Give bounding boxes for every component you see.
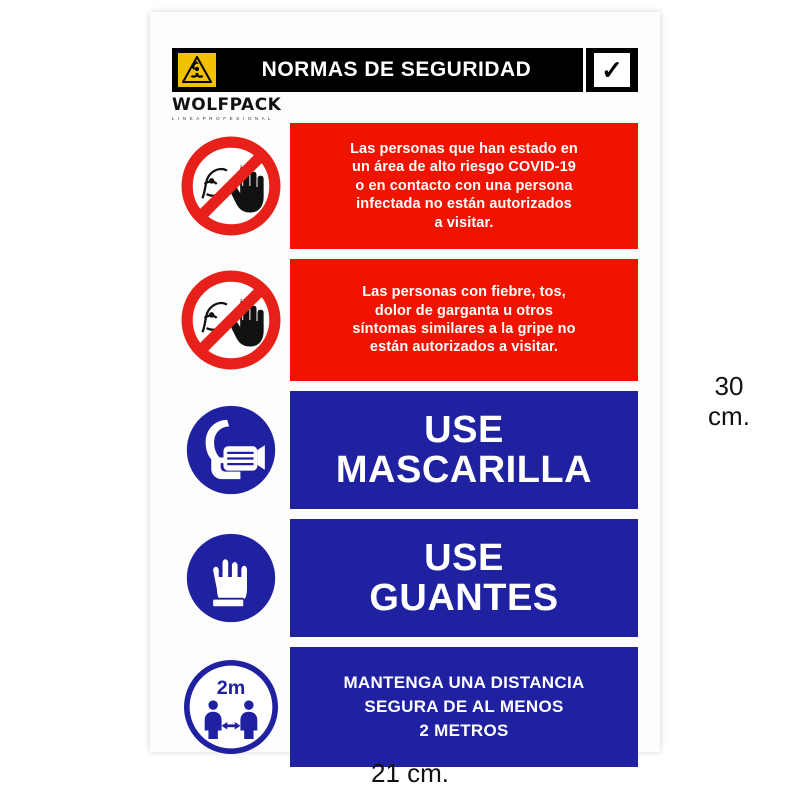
rule-line: GUANTES — [369, 577, 559, 619]
check-icon: ✓ — [592, 51, 632, 89]
safety-poster — [150, 12, 660, 752]
height-dimension-label — [684, 372, 774, 432]
rule-line: USE — [424, 408, 504, 451]
header-check-area — [586, 48, 638, 92]
height-unit: cm. — [708, 400, 750, 431]
rule-line: 2 METROS — [419, 721, 509, 741]
social-distance-2m-icon — [172, 660, 290, 754]
rule-row — [172, 647, 638, 767]
rule-line: MASCARILLA — [335, 449, 593, 491]
biohazard-icon — [178, 53, 216, 87]
height-value: 30 — [714, 371, 744, 401]
rule-line: infectada no están autorizados — [356, 196, 572, 213]
rule-row — [172, 391, 638, 509]
rule-row — [172, 259, 638, 381]
brand-name: WOLFPACK — [172, 95, 282, 115]
rule-row — [172, 123, 638, 249]
rule-line: USE — [424, 536, 504, 579]
gloves-mandatory-icon — [172, 531, 290, 625]
brand-block — [172, 95, 638, 119]
face-mask-mandatory-icon — [172, 403, 290, 497]
rule-line: a visitar. — [434, 214, 494, 231]
rule-line: un área de alto riesgo COVID-19 — [352, 159, 576, 176]
header-title-bar — [172, 48, 583, 92]
rule-line: SEGURA DE AL MENOS — [364, 696, 564, 716]
rule-text-blue-mask — [290, 391, 638, 509]
rule-text-blue-gloves — [290, 519, 638, 637]
rule-text-blue-distance — [290, 647, 638, 767]
rule-line: MANTENGA UNA DISTANCIA — [343, 672, 585, 692]
width-dimension-label: 21 cm. — [370, 758, 450, 788]
no-contact-prohibition-icon — [172, 135, 290, 237]
rule-text-red-1 — [290, 123, 638, 249]
rule-text-red-2 — [290, 259, 638, 381]
rule-line: Las personas que han estado en — [350, 140, 578, 157]
brand-tagline: L I N E A P R O F E S I O N A L — [172, 116, 272, 121]
rule-line: Las personas con fiebre, tos, — [362, 284, 566, 301]
header-title: NORMAS DE SEGURIDAD — [261, 58, 532, 81]
poster-content — [172, 48, 638, 741]
rule-line: o en contacto con una persona — [355, 177, 573, 194]
no-contact-prohibition-icon — [172, 269, 290, 371]
rule-row — [172, 519, 638, 637]
poster-header — [172, 48, 638, 92]
svg-text:2m: 2m — [216, 676, 246, 699]
rule-line: síntomas similares a la gripe no — [352, 321, 576, 337]
rule-line: están autorizados a visitar. — [369, 339, 559, 356]
rule-line: dolor de garganta u otros — [374, 302, 554, 319]
rules-list — [172, 123, 638, 767]
